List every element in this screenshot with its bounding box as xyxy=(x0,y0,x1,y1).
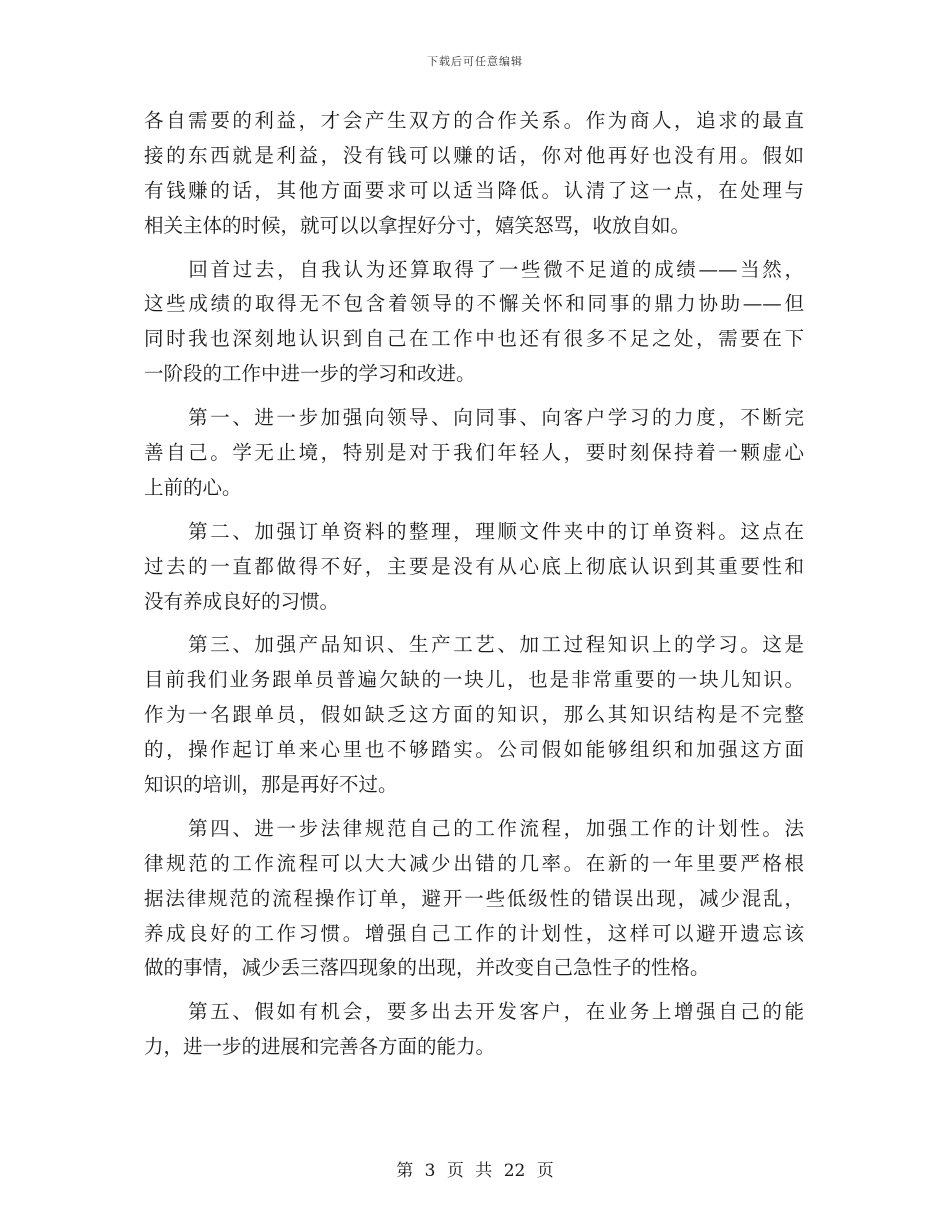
text-line: 据法律规范的流程操作订单，避开一些低级性的错误出现，减少混乱， xyxy=(144,886,804,910)
text-line: 做的事情，减少丢三落四现象的出现，并改变自己急性子的性格。 xyxy=(144,956,710,980)
text-line: 知识的培训，那是再好不过。 xyxy=(144,773,398,797)
text-line: 上前的心。 xyxy=(144,475,242,499)
text-line: 第五、假如有机会，要多出去开发客户，在业务上增强自己的能 xyxy=(144,1000,804,1024)
text-line: 目前我们业务跟单员普遍欠缺的一块儿，也是非常重要的一块儿知识。 xyxy=(144,668,804,692)
text-line: 善自己。学无止境，特别是对于我们年轻人，要时刻保持着一颗虚心 xyxy=(144,441,804,465)
text-line: 同时我也深刻地认识到自己在工作中也还有很多不足之处，需要在下 xyxy=(144,327,804,351)
paragraph xyxy=(144,515,804,620)
page-number: 第 3 页 共 22 页 xyxy=(396,1161,554,1181)
text-line: 养成良好的工作习惯。增强自己工作的计划性，这样可以避开遗忘该 xyxy=(144,921,804,945)
text-line: 接的东西就是利益，没有钱可以赚的话，你对他再好也没有用。假如 xyxy=(144,143,804,167)
paragraph xyxy=(144,812,804,986)
paragraph xyxy=(144,995,804,1065)
text-line: 过去的一直都做得不好，主要是没有从心底上彻底认识到其重要性和 xyxy=(144,554,804,578)
text-line: 有钱赚的话，其他方面要求可以适当降低。认清了这一点，在处理与 xyxy=(144,178,804,202)
paragraph xyxy=(144,628,804,802)
text-line: 各自需要的利益，才会产生双方的合作关系。作为商人，追求的最直 xyxy=(144,109,804,132)
text-line: 律规范的工作流程可以大大减少出错的几率。在新的一年里要严格根 xyxy=(144,851,804,875)
text-line: 第一、进一步加强向领导、向同事、向客户学习的力度，不断完 xyxy=(144,406,804,430)
text-line: 的，操作起订单来心里也不够踏实。公司假如能够组织和加强这方面 xyxy=(144,738,804,762)
text-line: 第二、加强订单资料的整理，理顺文件夹中的订单资料。这点在 xyxy=(144,519,804,543)
text-line: 相关主体的时候，就可以以拿捏好分寸，嬉笑怒骂，收放自如。 xyxy=(144,213,691,237)
text-line: 力，进一步的进展和完善各方面的能力。 xyxy=(144,1035,496,1059)
paragraph xyxy=(144,401,804,506)
text-line: 没有养成良好的习惯。 xyxy=(144,589,340,613)
text-line: 回首过去，自我认为还算取得了一些微不足道的成绩——当然， xyxy=(144,257,804,281)
document-body xyxy=(144,104,804,1065)
text-line: 这些成绩的取得无不包含着领导的不懈关怀和同事的鼎力协助——但 xyxy=(144,292,804,316)
paragraph xyxy=(144,104,804,244)
text-line: 一阶段的工作中进一步的学习和改进。 xyxy=(144,362,476,386)
text-line: 第四、进一步法律规范自己的工作流程，加强工作的计划性。法 xyxy=(144,816,804,840)
text-line: 第三、加强产品知识、生产工艺、加工过程知识上的学习。这是 xyxy=(144,633,804,657)
text-line: 作为一名跟单员，假如缺乏这方面的知识，那么其知识结构是不完整 xyxy=(144,703,804,727)
paragraph xyxy=(144,253,804,393)
header-note: 下载后可任意编辑 xyxy=(427,55,523,68)
